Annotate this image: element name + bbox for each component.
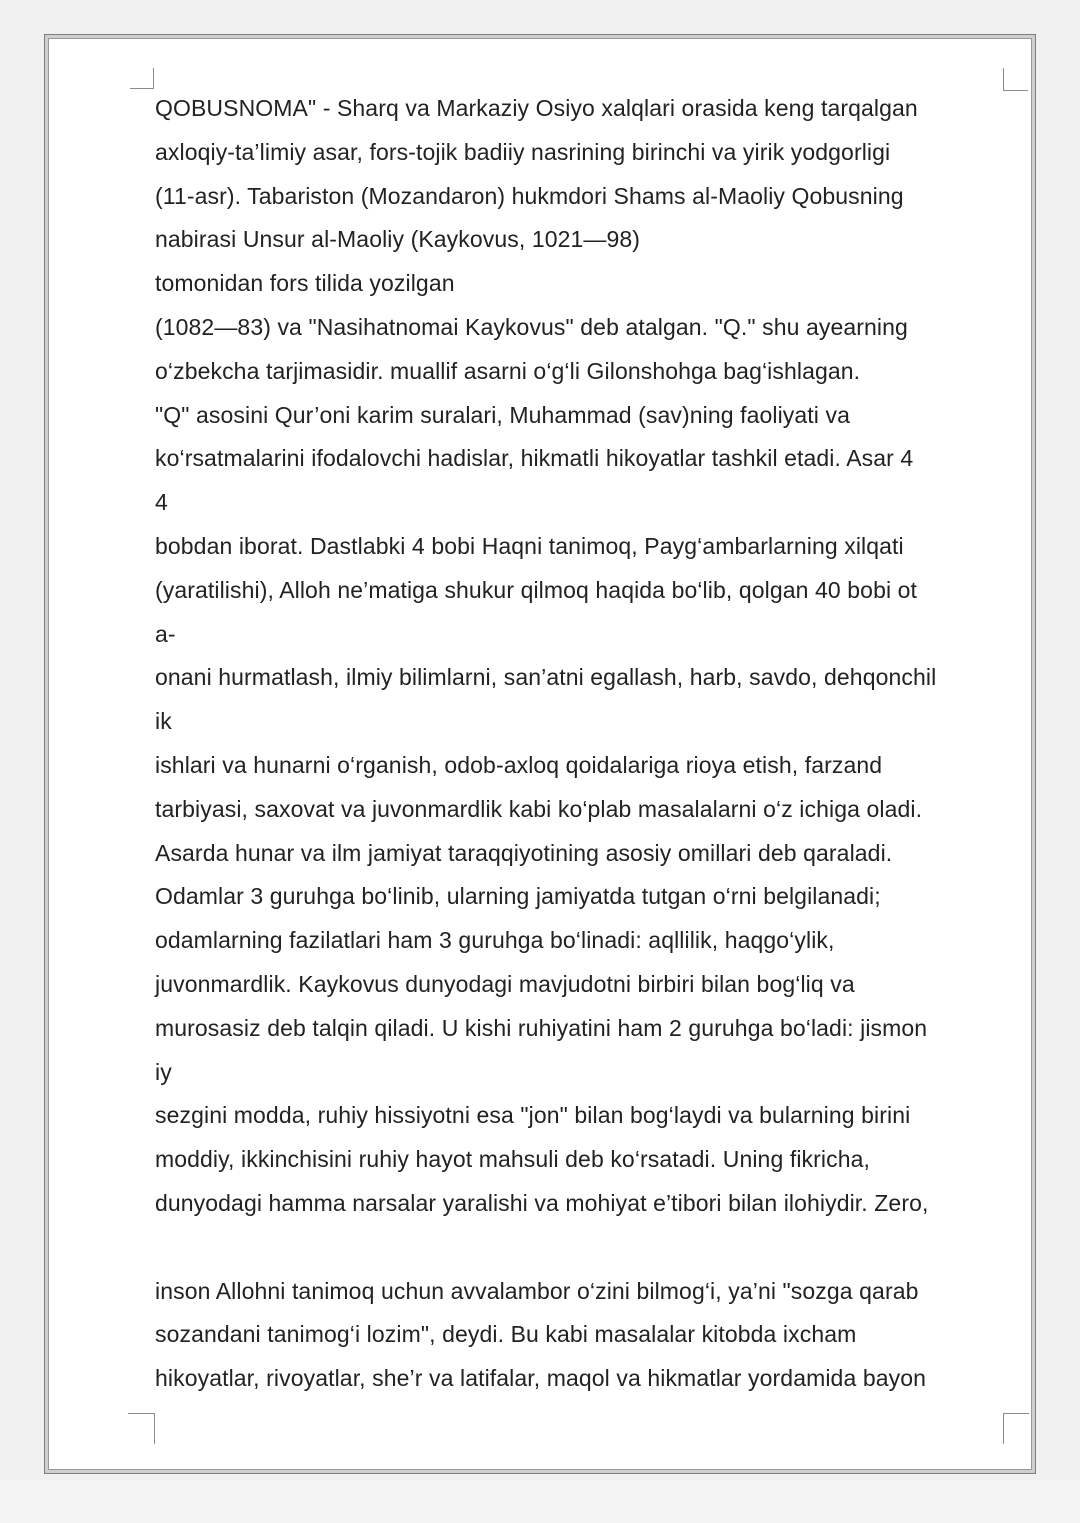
text-line: odamlarning fazilatlari ham 3 guruhga bo‘linadi: aqllilik, haqgo‘ylik, xyxy=(155,927,835,954)
text-line: juvonmardlik. Kaykovus dunyodagi mavjudotni birbiri bilan bog‘liq va xyxy=(155,970,855,997)
text-line: ishlari va hunarni o‘rganish, odob-axloq qoidalariga rioya etish, farzand xyxy=(155,751,883,778)
bottom-left-margin-mark xyxy=(128,1413,155,1444)
text-line: Asarda hunar va ilm jamiyat taraqqiyotining asosiy omillari deb qaraladi. xyxy=(155,839,893,866)
blank-line xyxy=(155,1226,1015,1270)
text-line: moddiy, ikkinchisini ruhiy hayot mahsuli deb ko‘rsatadi. Uning fikricha, xyxy=(155,1146,870,1173)
document-text xyxy=(155,87,1015,1401)
bottom-background-strip xyxy=(0,1480,1080,1523)
text-line: o‘zbekcha tarjimasidir. muallif asarni o‘g‘li Gilonshohga bag‘ishlagan. xyxy=(155,357,861,384)
text-line: murosasiz deb talqin qiladi. U kishi ruhiyatini ham 2 guruhga bo‘ladi: jismon xyxy=(155,1014,928,1041)
text-line: ko‘rsatmalarini ifodalovchi hadislar, hikmatli hikoyatlar tashkil etadi. Asar 4 xyxy=(155,445,914,472)
bottom-right-margin-mark xyxy=(1003,1413,1029,1444)
text-line: iy xyxy=(155,1058,172,1085)
text-line: sozandani tanimog‘i lozim", deydi. Bu kabi masalalar kitobda ixcham xyxy=(155,1321,857,1348)
top-left-margin-mark xyxy=(130,68,154,89)
text-line: sezgini modda, ruhiy hissiyotni esa "jon" bilan bog‘laydi va bularning birini xyxy=(155,1102,911,1129)
text-line: 4 xyxy=(155,489,168,516)
text-line: (11-asr). Tabariston (Mozandaron) hukmdori Shams al-Maoliy Qobusning xyxy=(155,182,904,209)
text-line: "Q" asosini Qur’oni karim suralari, Muhammad (sav)ning faoliyati va xyxy=(155,401,850,428)
text-line: tarbiyasi, saxovat va juvonmardlik kabi ko‘plab masalalarni o‘z ichiga oladi. xyxy=(155,795,923,822)
text-line: (1082—83) va "Nasihatnomai Kaykovus" deb atalgan. "Q." shu ayearning xyxy=(155,313,908,340)
text-line: (yaratilishi), Alloh ne’matiga shukur qilmoq haqida bo‘lib, qolgan 40 bobi ot xyxy=(155,576,918,603)
text-line: ik xyxy=(155,708,172,735)
text-line: nabirasi Unsur al-Maoliy (Kaykovus, 1021—98) xyxy=(155,226,641,253)
text-line: tomonidan fors tilida yozilgan xyxy=(155,270,455,297)
text-line: QOBUSNOMA" - Sharq va Markaziy Osiyo xalqlari orasida keng tarqalgan xyxy=(155,95,918,121)
text-line: onani hurmatlash, ilmiy bilimlarni, san’atni egallash, harb, savdo, dehqonchil xyxy=(155,664,937,691)
text-line: axloqiy-ta’limiy asar, fors-tojik badiiy nasrining birinchi va yirik yodgorligi xyxy=(155,138,891,165)
text-line: dunyodagi hamma narsalar yaralishi va mohiyat e’tibori bilan ilohiydir. Zero, xyxy=(155,1189,929,1216)
text-line: bobdan iborat. Dastlabki 4 bobi Haqni tanimoq, Payg‘ambarlarning xilqati xyxy=(155,532,904,559)
text-line: inson Allohni tanimoq uchun avvalambor o‘zini bilmog‘i, ya’ni "sozga qarab xyxy=(155,1277,919,1304)
text-line: a- xyxy=(155,620,176,647)
text-line: hikoyatlar, rivoyatlar, she’r va latifalar, maqol va hikmatlar yordamida bayon xyxy=(155,1365,926,1392)
text-line: Odamlar 3 guruhga bo‘linib, ularning jamiyatda tutgan o‘rni belgilanadi; xyxy=(155,883,881,910)
